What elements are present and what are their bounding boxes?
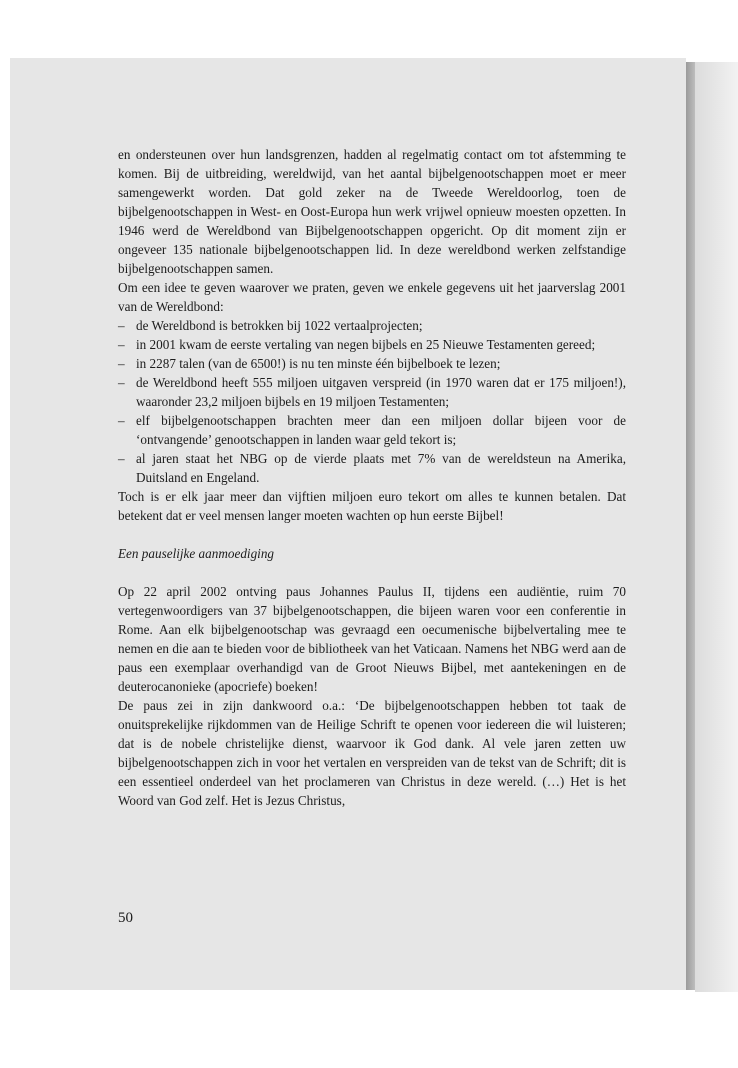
list-item [118,449,626,487]
paragraph-4: Op 22 april 2002 ontving paus Johannes Paulus II, tijdens een audiëntie, ruim 70 vertegenwoordigers van 37 bijbelgenootschappen, die bijeen waren voor een conferentie in Rome. Aan elk bijbelgenootschap was gevraagd een oecumenische bijbelvertaling mee te nemen en die aan te bieden voor de bibliotheek van het Vaticaan. Namens het NBG werd aan de paus een exemplaar overhandigd van de Groot Nieuws Bijbel, met aantekeningen en de deuterocanonieke (apocriefe) boeken! [118,584,626,694]
dash-marker: – [118,318,125,333]
dash-marker: – [118,451,125,466]
dash-marker: – [118,375,125,390]
section-heading: Een pauselijke aanmoediging [118,546,275,561]
list-item [118,316,626,335]
list-item-text: in 2287 talen (van de 6500!) is nu ten minste één bijbelboek te lezen; [136,356,501,371]
paragraph-5: De paus zei in zijn dankwoord o.a.: ‘De bijbelgenootschappen hebben tot taak de onuitsprekelijke rijkdommen van de Heilige Schrift te openen voor iedereen die wil luisteren; dat is de nobele christelijke dienst, waarvoor ik God dank. Al vele jaren zetten uw bijbelgenootschappen zich in voor het vertalen en verspreiden van de tekst van de Schrift; dit is een essentieel onderdeel van het proclameren van Christus in deze wereld. (…) Het is het Woord van God zelf. Het is Jezus Christus, [118,698,626,808]
list-item [118,411,626,449]
dash-marker: – [118,356,125,371]
list-item-text: in 2001 kwam de eerste vertaling van negen bijbels en 25 Nieuwe Testamenten gereed; [136,337,596,352]
list-item [118,335,626,354]
body-text [118,145,626,810]
page-gutter [686,62,695,990]
paragraph-1: en ondersteunen over hun landsgrenzen, hadden al regelmatig contact om tot afstemming te komen. Bij de uitbreiding, wereldwijd, van het aantal bijbelgenootschappen moet er meer samengewerkt worden. Dat gold zeker na de Tweede Wereldoorlog, toen de bijbelgenootschappen in West- en Oost-Europa hun werk vrijwel opnieuw moesten opzetten. In 1946 werd de Wereldbond van Bijbelgenootschappen opgericht. Op dit moment zijn er ongeveer 135 nationale bijbelgenootschappen lid. In deze wereldbond werken zelfstandige bijbelgenootschappen samen. [118,147,626,276]
list-item [118,373,626,411]
statistics-list [118,316,626,487]
paragraph-3: Toch is er elk jaar meer dan vijftien miljoen euro tekort om alles te kunnen betalen. Dat betekent dat er veel mensen langer moeten wachten op hun eerste Bijbel! [118,489,626,523]
paragraph-2: Om een idee te geven waarover we praten, geven we enkele gegevens uit het jaarverslag 2001 van de Wereldbond: [118,280,626,314]
page-number: 50 [118,910,133,926]
dash-marker: – [118,413,125,428]
facing-page-edge [695,62,738,992]
list-item-text: de Wereldbond is betrokken bij 1022 vertaalprojecten; [136,318,423,333]
dash-marker: – [118,337,125,352]
list-item-text: elf bijbelgenootschappen brachten meer dan een miljoen dollar bijeen voor de ‘ontvangende’ genootschappen in landen waar geld tekort is; [136,413,626,447]
list-item-text: de Wereldbond heeft 555 miljoen uitgaven verspreid (in 1970 waren dat er 175 miljoen!), waaronder 23,2 miljoen bijbels en 19 miljoen Testamenten; [136,375,626,409]
list-item-text: al jaren staat het NBG op de vierde plaats met 7% van de wereldsteun na Amerika, Duitsland en Engeland. [136,451,626,485]
list-item [118,354,626,373]
